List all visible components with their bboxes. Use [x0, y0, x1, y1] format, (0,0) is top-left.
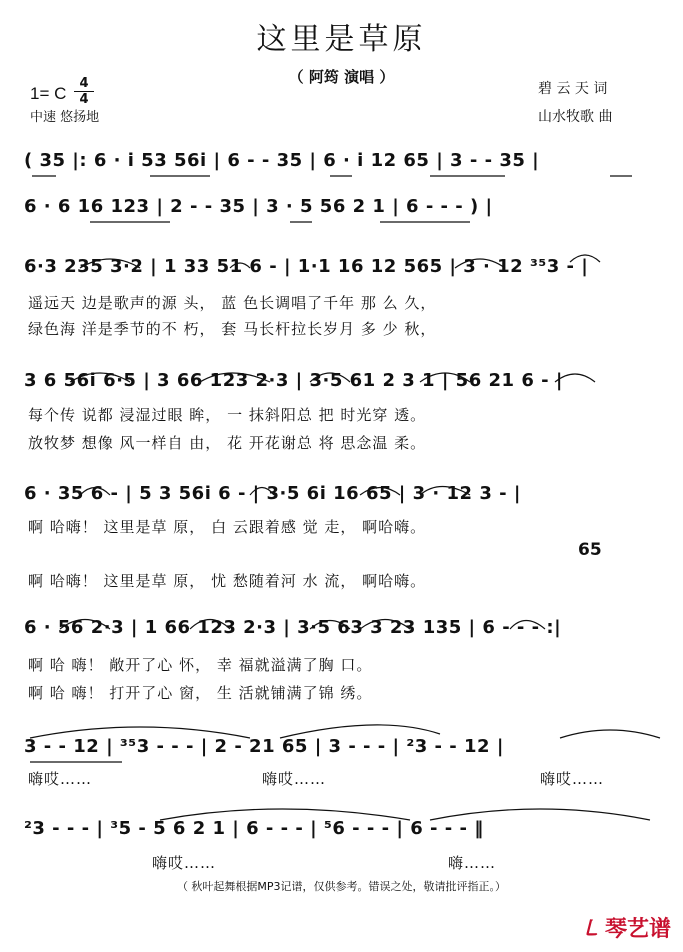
score-line-8: ²3 - - - | ³5 - 5 6 2 1 | 6 - - - | ⁵6 - - - | 6 - - - ‖ — [24, 818, 484, 839]
meter-bottom: 4 — [74, 91, 94, 107]
logo-icon: ㇄ — [578, 917, 601, 942]
score-line-7: 3 - - 12 | ³⁵3 - - - | 2 - 21 65 | 3 - - - | ²3 - - 12 | — [24, 736, 504, 757]
coda-lyric-3: 嗨哎…… — [540, 770, 605, 788]
site-logo — [579, 912, 671, 943]
lyric-verse2-line2: 放牧梦 想像 风一样自 由， 花 开花谢总 将 思念温 柔。 — [28, 434, 427, 452]
key-signature: 1= C — [30, 84, 67, 103]
score-line-3: 6·3 235 3·2 | 1 33 51 6 - | 1·1 16 12 565 | 3 · 12 ³⁵3 - | — [24, 256, 589, 277]
score-line-6: 6 · 56 2·3 | 1 66 123 2·3 | 3·5 63 3 23 135 | 6 - - - :| — [24, 617, 562, 638]
score-line-4: 3 6 56i 6·5 | 3 66 123 2·3 | 3·5 61 2 3 1 | 56 21 6 - | — [24, 370, 563, 391]
lyric-verse2-line1: 绿色海 洋是季节的不 朽， 套 马长杆拉长岁月 多 少 秋， — [28, 320, 437, 338]
coda-lyric-5: 嗨…… — [448, 854, 497, 872]
lyric-verse1-line2: 每个传 说都 浸湿过眼 眸， 一 抹斜阳总 把 时光穿 透。 — [28, 406, 427, 424]
lyricist-credit: 碧 云 天 词 — [538, 81, 608, 97]
tempo-marking: 中速 悠扬地 — [30, 110, 100, 125]
score-line-1: ( 35 |: 6 · i 53 56i | 6 - - 35 | 6 · i 12 65 | 3 - - 35 | — [24, 150, 540, 171]
composer-credit: 山水牧歌 曲 — [538, 109, 613, 125]
lyric-verse1-line4: 啊 哈 嗨！ 敞开了心 怀， 幸 福就溢满了胸 口。 — [28, 656, 373, 674]
alternate-notes: 65 — [578, 540, 602, 560]
logo-text: 琴艺谱 — [604, 917, 671, 942]
lyric-verse2-line4: 啊 哈 嗨！ 打开了心 窗， 生 活就铺满了锦 绣。 — [28, 684, 373, 702]
coda-lyric-2: 嗨哎…… — [262, 770, 327, 788]
song-title: 这里是草原 — [256, 22, 427, 57]
meter-top: 4 — [79, 76, 89, 91]
singer-credit: （ 阿筠 演唱 ） — [288, 68, 395, 86]
lyric-verse1-line1: 遥远天 边是歌声的源 头， 蓝 色长调唱了千年 那 么 久， — [28, 294, 437, 312]
lyric-verse2-line3: 啊 哈嗨！ 这里是草 原， 忧 愁随着河 水 流， 啊哈嗨。 — [28, 572, 427, 590]
time-signature — [74, 76, 94, 107]
lyric-verse1-line3: 啊 哈嗨！ 这里是草 原， 白 云跟着感 觉 走， 啊哈嗨。 — [28, 518, 427, 536]
transcription-note: （ 秋叶起舞根据MP3记谱，仅供参考。错误之处，敬请批评指正。） — [176, 880, 507, 893]
score-line-2: 6 · 6 16 123 | 2 - - 35 | 3 · 5 56 2 1 | 6 - - - ) | — [24, 196, 493, 217]
score-line-5: 6 · 35 6 - | 5 3 56i 6 - | 3·5 6i 16 65 | 3 · 12 3 - | — [24, 483, 521, 504]
coda-lyric-1: 嗨哎…… — [28, 770, 93, 788]
coda-lyric-4: 嗨哎…… — [152, 854, 217, 872]
